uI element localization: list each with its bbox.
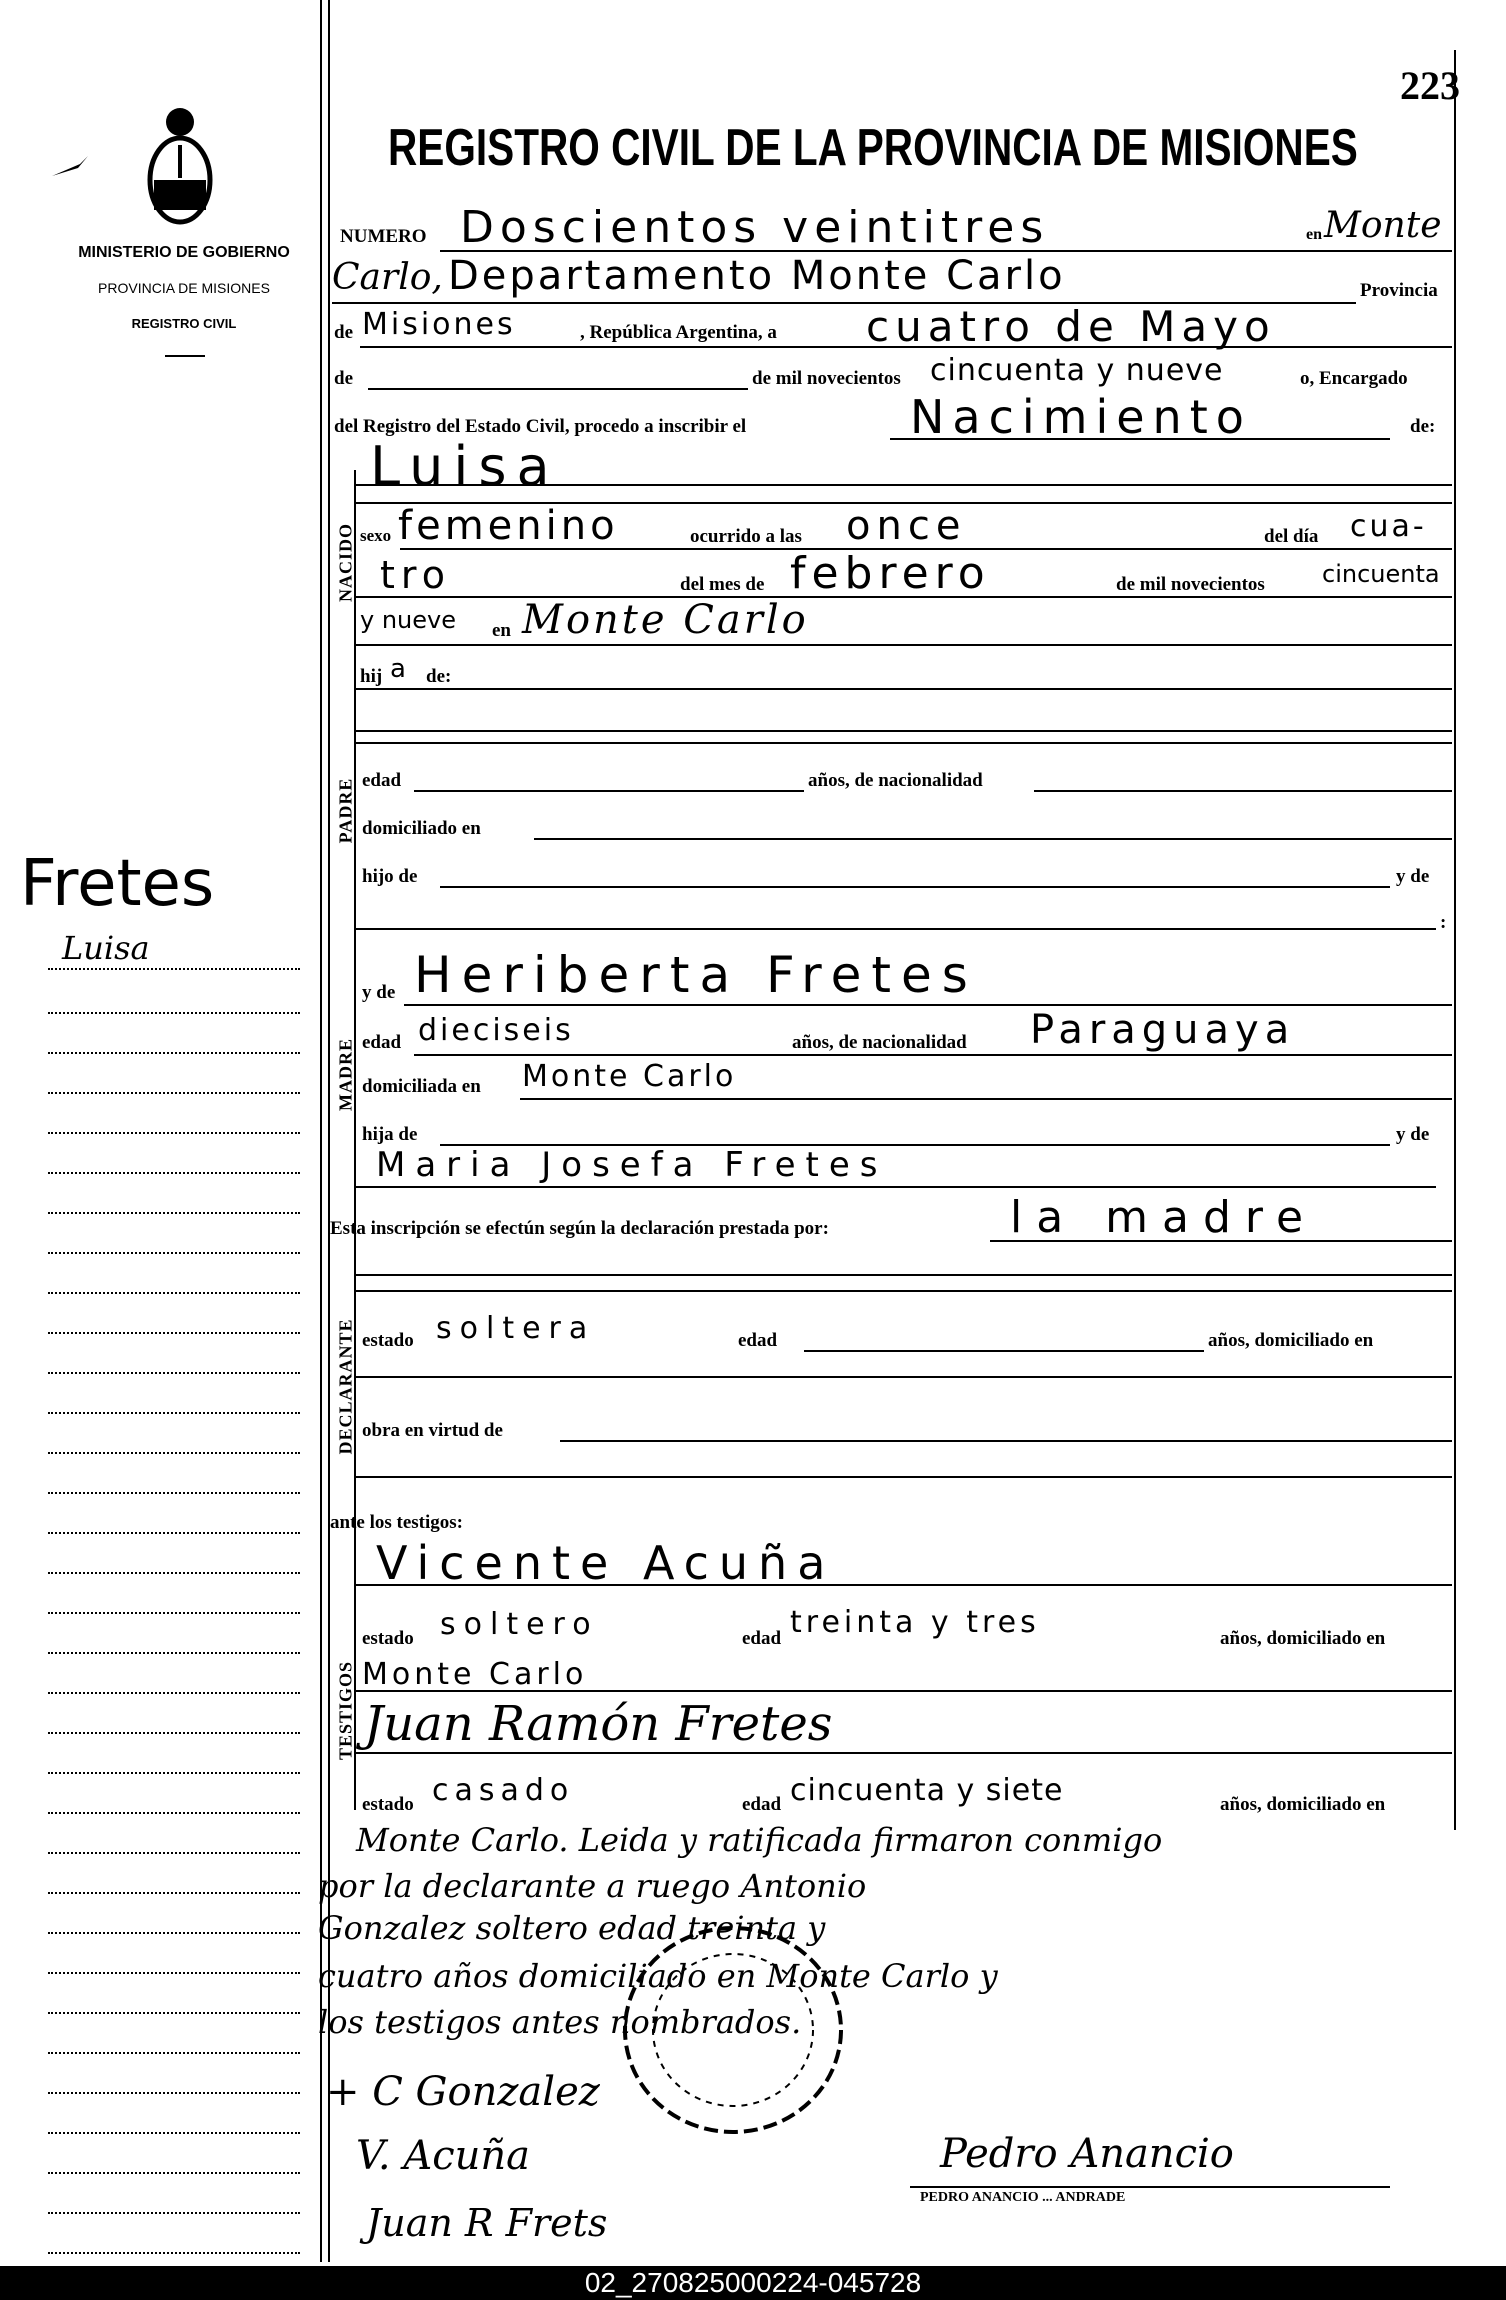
section-madre: MADRE (335, 1038, 356, 1111)
rule (368, 388, 748, 390)
mes-value: febrero (790, 548, 991, 599)
footer-id-bar: 02_270825000224-045728 (0, 2266, 1506, 2300)
sexo-label: sexo (360, 526, 392, 545)
sexo-value: femenino (398, 503, 619, 549)
del-registro-label: del Registro del Estado Civil, procedo a inscribir el (334, 416, 747, 437)
padre-hijo-de-label: hijo de (362, 866, 418, 887)
padre-domicilio-label: domiciliado en (362, 818, 481, 839)
nacido-en-label: en (492, 620, 511, 641)
section-padre: PADRE (335, 777, 356, 844)
departamento-value: Departamento Monte Carlo (448, 253, 1066, 299)
section-testigos: TESTIGOS (335, 1660, 356, 1761)
margin-given-name: Luisa (62, 929, 150, 967)
testigo1-estado: soltero (440, 1607, 599, 1642)
numero-label: NUMERO (340, 226, 427, 247)
fecha-value: cuatro de Mayo (866, 302, 1276, 351)
page-number: 223 (1400, 63, 1460, 108)
rule (356, 1584, 1452, 1586)
madre-domicilio-label: domiciliada en (362, 1076, 481, 1097)
firma-oficial-print: PEDRO ANANCIO ... ANDRADE (920, 2190, 1126, 2205)
testigo1-nombre: Vicente Acuña (376, 1536, 836, 1590)
rule (356, 928, 1436, 930)
margin-dotted-line (48, 1092, 300, 1094)
margin-dotted-line (48, 1372, 300, 1374)
de-label: de (334, 322, 353, 343)
margin-dotted-line (48, 1892, 300, 1894)
dia-value-1: cua- (1350, 509, 1427, 544)
margin-dotted-line (48, 2252, 300, 2254)
testigo2-nombre: Juan Ramón Fretes (364, 1696, 833, 1752)
rule (356, 742, 1452, 744)
rule (356, 1476, 1452, 1478)
declarante-anios-label: años, domiciliado en (1208, 1330, 1374, 1351)
nota-line5: los testigos antes nombrados. (318, 2003, 802, 2041)
nota-line4: cuatro años domiciliado en Monte Carlo y (318, 1957, 998, 1995)
arrow-mark-icon (50, 150, 90, 184)
de-colon: de: (1410, 416, 1436, 437)
del-dia-label: del día (1264, 526, 1319, 547)
rule (356, 644, 1452, 646)
nacido-lugar: Monte Carlo (522, 597, 809, 643)
testigo1-edad-label: edad (742, 1628, 782, 1649)
acto-value: Nacimiento (910, 390, 1252, 444)
madre-padres-value: Maria Josefa Fretes (376, 1145, 888, 1185)
ministry-name: MINISTERIO DE GOBIERNO (78, 244, 290, 261)
nota-line3: Gonzalez soltero edad treinta y (318, 1909, 826, 1947)
nacido-nombre: Luisa (370, 435, 560, 498)
lugar-1: Monte (1324, 205, 1442, 246)
padre-edad-label: edad (362, 770, 402, 791)
hij-label: hij (360, 666, 383, 687)
firma-fretes: Juan R Frets (366, 2201, 608, 2245)
del-mes-label: del mes de (680, 574, 765, 595)
margin-dotted-line (48, 2092, 300, 2094)
nota-line2: por la declarante a ruego Antonio (318, 1867, 867, 1905)
margin-dotted-line (48, 1732, 300, 1734)
madre-nombre: Heriberta Fretes (414, 946, 978, 1004)
testigo2-edad-label: edad (742, 1794, 782, 1815)
province-name: PROVINCIA DE MISIONES (98, 280, 270, 296)
section-declarante: DECLARANTE (335, 1318, 356, 1455)
numero-value: Doscientos veintitres (460, 202, 1050, 253)
madre-y-de-label: y de (362, 982, 396, 1003)
margin-dotted-line (48, 1572, 300, 1574)
declaracion-label: Esta inscripción se efectún según la declaración prestada por: (330, 1218, 829, 1239)
en-label: en (1306, 226, 1322, 243)
provincia-label: Provincia (1360, 280, 1438, 301)
padre-anios-label: años, de nacionalidad (808, 770, 983, 791)
margin-dotted-line (48, 1292, 300, 1294)
mil-novecientos-label: de mil novecientos (1116, 574, 1265, 595)
anio-value-2: y nueve (360, 606, 456, 634)
declaracion-value: la madre (1010, 1192, 1318, 1243)
margin-dotted-line (48, 1652, 300, 1654)
padre-y-de-label: y de (1396, 866, 1430, 887)
rule (356, 1186, 1436, 1188)
rule (356, 730, 1452, 732)
testigo2-anios-label: años, domiciliado en (1220, 1794, 1386, 1815)
margin-dotted-line (48, 1812, 300, 1814)
hij-value: a (390, 654, 409, 684)
rule (990, 1240, 1452, 1242)
encargado-label: o, Encargado (1300, 368, 1408, 389)
anio-value: cincuenta y nueve (930, 353, 1224, 388)
dia-value-2: tro (380, 553, 451, 597)
republica-label: , República Argentina, a (580, 322, 777, 343)
anio-value-1: cincuenta (1322, 560, 1440, 588)
rule (356, 1274, 1452, 1276)
rule (356, 1290, 1452, 1292)
section-bracket-line (354, 470, 356, 1810)
firma-oficial: Pedro Anancio (940, 2131, 1234, 2177)
official-stamp-icon (618, 1920, 848, 2140)
margin-dotted-line (48, 1532, 300, 1534)
madre-edad-value: dieciseis (418, 1013, 574, 1048)
margin-dotted-line (48, 2132, 300, 2134)
rule (440, 886, 1390, 888)
rule (356, 688, 1452, 690)
margin-dotted-line (48, 1452, 300, 1454)
testigo1-estado-label: estado (362, 1628, 414, 1649)
firma-gonzalez: + C Gonzalez (326, 2069, 600, 2115)
declarante-obra-label: obra en virtud de (362, 1420, 503, 1441)
office-name: REGISTRO CIVIL (131, 316, 237, 331)
rule (404, 1004, 1452, 1006)
rule (560, 1440, 1452, 1442)
margin-dotted-line (48, 1332, 300, 1334)
crest-icon (140, 100, 220, 230)
testigo1-edad: treinta y tres (790, 1605, 1040, 1640)
signature-rule (910, 2186, 1390, 2188)
firma-acuna: V. Acuña (356, 2133, 530, 2179)
testigo2-estado-label: estado (362, 1794, 414, 1815)
document-title: REGISTRO CIVIL DE LA PROVINCIA DE MISIONES (388, 119, 1358, 177)
margin-dotted-line (48, 1412, 300, 1414)
ministry-divider (165, 355, 205, 357)
madre-edad-label: edad (362, 1032, 402, 1053)
hij-de-label: de: (426, 666, 452, 687)
declarante-edad-label: edad (738, 1330, 778, 1351)
margin-dotted-line (48, 1612, 300, 1614)
margin-dotted-line (48, 2212, 300, 2214)
rule (804, 1350, 1204, 1352)
margin-line (48, 968, 300, 970)
margin-dotted-line (48, 1052, 300, 1054)
margin-dotted-line (48, 1212, 300, 1214)
de-mil-label: de mil novecientos (752, 368, 901, 389)
de-label-2: de (334, 368, 353, 389)
rule (890, 438, 1390, 440)
rule (356, 1376, 1452, 1378)
declarante-estado-label: estado (362, 1330, 414, 1351)
margin-dotted-line (48, 1012, 300, 1014)
margin-dotted-line (48, 1972, 300, 1974)
margin-dotted-line (48, 1932, 300, 1934)
nota-line1: Monte Carlo. Leida y ratificada firmaron conmigo (356, 1821, 1163, 1859)
margin-dotted-line (48, 2172, 300, 2174)
margin-dotted-line (48, 1692, 300, 1694)
margin-dotted-line (48, 2012, 300, 2014)
declarante-estado-value: soltera (436, 1311, 596, 1346)
rule (440, 250, 1452, 252)
rule (414, 790, 804, 792)
rule (360, 346, 1452, 348)
rule (356, 1690, 1452, 1692)
testigos-ante-label: ante los testigos: (330, 1512, 463, 1533)
margin-dotted-line (48, 1252, 300, 1254)
right-border-line (1454, 50, 1456, 1830)
margin-dotted-line (48, 1772, 300, 1774)
rule (534, 838, 1452, 840)
testigo2-estado: casado (432, 1773, 575, 1808)
margin-dotted-line (48, 1492, 300, 1494)
rule (520, 1098, 1452, 1100)
margin-surname: Fretes (20, 847, 215, 921)
margin-dotted-line (48, 1172, 300, 1174)
provincia-value: Misiones (362, 307, 516, 342)
margin-dotted-line (48, 1132, 300, 1134)
margin-dotted-line (48, 1852, 300, 1854)
rule (356, 484, 1452, 486)
rule (356, 1752, 1452, 1754)
testigo1-anios-label: años, domiciliado en (1220, 1628, 1386, 1649)
madre-nacionalidad: Paraguaya (1030, 1007, 1296, 1053)
madre-anios-label: años, de nacionalidad (792, 1032, 967, 1053)
hora-value: once (846, 503, 967, 549)
rule (414, 1054, 1452, 1056)
madre-hija-de-label: hija de (362, 1124, 418, 1145)
madre-domicilio-value: Monte Carlo (522, 1059, 737, 1094)
section-nacido: NACIDO (335, 523, 356, 603)
margin-dotted-line (48, 2052, 300, 2054)
rule (356, 596, 1452, 598)
testigo2-edad: cincuenta y siete (790, 1773, 1064, 1808)
ocurrido-label: ocurrido a las (690, 526, 802, 547)
rule (1034, 790, 1452, 792)
madre-y-de-end: y de (1396, 1124, 1430, 1145)
testigo1-domicilio: Monte Carlo (362, 1657, 588, 1692)
lugar-2: Carlo, (332, 257, 443, 298)
padre-colon: : (1440, 912, 1447, 933)
